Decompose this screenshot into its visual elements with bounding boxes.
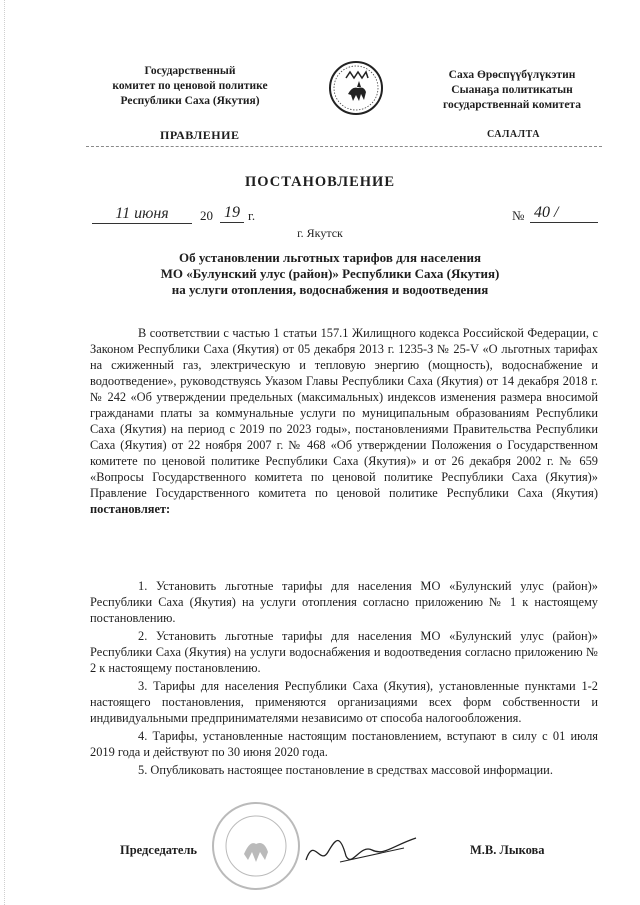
date-year-handwritten: 19: [220, 204, 244, 223]
document-title: [110, 250, 550, 298]
header-left-line: Республики Саха (Якутия): [120, 95, 260, 107]
handwritten-signature-icon: [300, 826, 420, 872]
header-right-organization: [414, 68, 610, 113]
resolution-item: 2. Установить льготные тарифы для населения МО «Булунский улус (район)» Республики Саха (Якутия) на услуги водоснабжения и водоотведения согласно приложению № 2 к настоящему постановлению.: [90, 629, 598, 675]
resolution-item: 5. Опубликовать настоящее постановление в средствах массовой информации.: [138, 763, 553, 777]
resolution-items: [90, 578, 598, 780]
header-body-sakha: САЛАЛТА: [487, 129, 540, 140]
document-number-handwritten: 40 /: [530, 204, 598, 223]
resolution-item: 4. Тарифы, установленные настоящим постановлением, вступают в силу с 01 июля 2019 года и действуют по 30 июня 2020 года.: [90, 729, 598, 759]
signatory-role: Председатель: [120, 843, 198, 857]
preamble-resolve: постановляет:: [90, 502, 171, 516]
scan-edge: [4, 0, 6, 905]
resolution-item: 1. Установить льготные тарифы для населения МО «Булунский улус (район)» Республики Саха (Якутия) на услуги отопления согласно приложению № 1 к настоящему постановлению.: [90, 579, 598, 625]
header-left-line: комитет по ценовой политике: [112, 80, 268, 92]
preamble-paragraph: [90, 325, 598, 517]
document-type: ПОСТАНОВЛЕНИЕ: [244, 174, 395, 190]
header-divider: [86, 146, 602, 147]
title-line: на услуги отопления, водоснабжения и водоотведения: [171, 282, 489, 297]
signatory-name: М.В. Лыкова: [470, 843, 545, 857]
resolution-item: 3. Тарифы для населения Республики Саха (Якутия), установленные пунктами 1-2 настоящего постановления, применяются организациями всех форм собственности и индивидуальными предпринимателями независимо от способа налогообложения.: [90, 679, 598, 725]
header-left-organization: [92, 64, 288, 109]
header-right-line: Сыанаҕа политикатын: [451, 84, 573, 96]
header-right-line: Саха Өрөспүүбүлүкэтин: [448, 69, 576, 81]
number-sign: №: [512, 208, 525, 223]
date-year-prefix: 20: [200, 208, 213, 223]
header-body-ru: ПРАВЛЕНИЕ: [160, 128, 240, 142]
header-right-line: государственнай комитета: [443, 99, 581, 111]
title-line: Об установлении льготных тарифов для населения: [178, 250, 482, 265]
date-year-suffix: г.: [248, 208, 256, 223]
coat-of-arms-icon: [328, 60, 384, 116]
date-day-handwritten: 11 июня: [92, 205, 192, 224]
title-line: МО «Булунский улус (район)» Республики Саха (Якутия): [160, 266, 500, 281]
header-left-line: Государственный: [144, 65, 236, 77]
preamble-text: В соответствии с частью 1 статьи 157.1 Жилищного кодекса Российской Федерации, с Законом Республики Саха (Якутия) от 05 декабря 2013 г. 1235-З № 25-V «О льготных тарифах на сжиженный газ, электрическую и тепловую энергию (мощность), водоснабжение и водоотведение», руководствуясь Указом Главы Республики Саха (Якутия) от 14 декабря 2018 г. № 242 «Об утверждении предельных (максимальных) индексов изменения размера вносимой гражданами платы за коммунальные услуги по муниципальным образованиям Республики Саха (Якутия) на период с 2019 по 2023 годы», постановлениями Правительства Республики Саха (Якутия) от 22 ноября 2007 г. № 468 «Об утверждении Положения о Государственном комитете по ценовой политике Республики Саха (Якутия)» и от 26 декабря 2002 г. № 659 «Вопросы Государственного комитета по ценовой политике Республики Саха (Якутия)» Правление Государственного комитета по ценовой политике Республики Саха (Якутия): [90, 326, 598, 500]
official-stamp-icon: [210, 800, 302, 892]
document-city: г. Якутск: [297, 226, 343, 240]
